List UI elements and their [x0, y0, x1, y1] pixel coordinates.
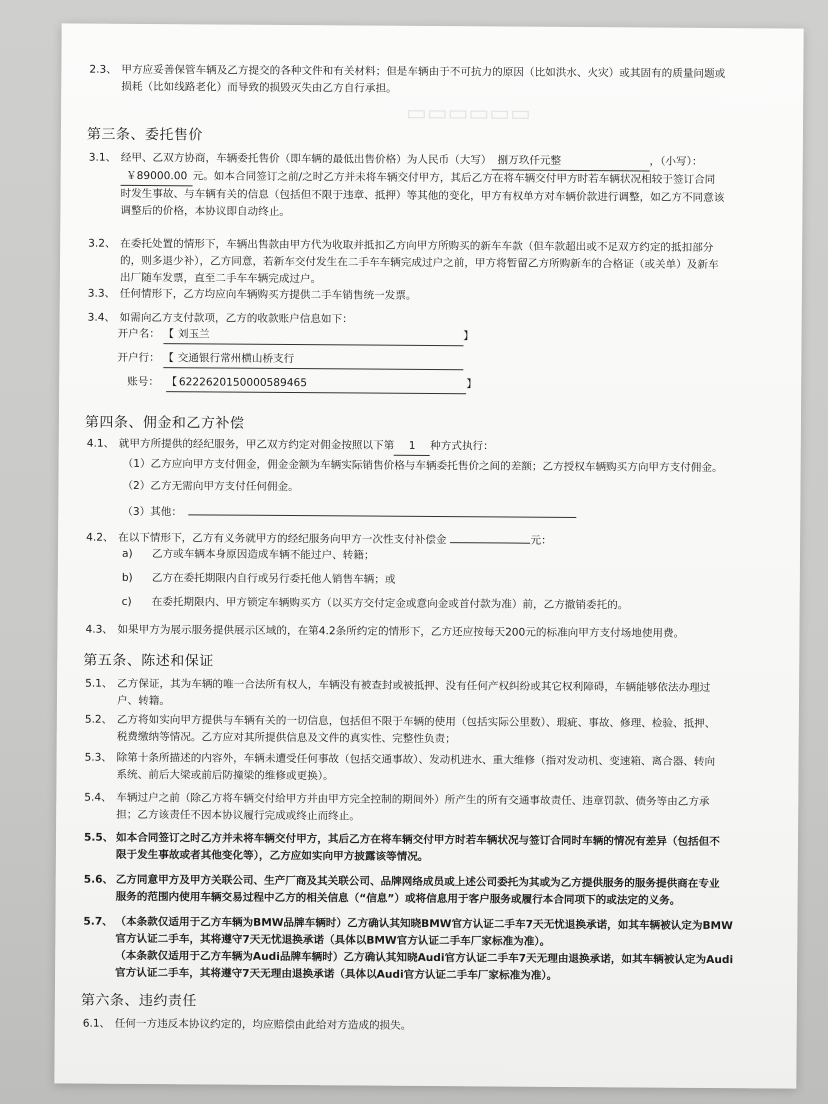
- list-item: [122, 570, 396, 589]
- clause-text: 任何情形下，乙方均应向车辆购买方提供二手车销售统一发票。: [119, 287, 417, 302]
- clause-number: 4.2、: [86, 531, 114, 544]
- clause-number: 4.1、: [86, 437, 115, 450]
- clause-text: 时发生事故、与车辆有关的信息（包括但不限于违章、抵押）等其他的变化，甲方有权单方对车辆价款进行调整，如乙方不同意该: [120, 188, 725, 205]
- clause-5-3: [84, 750, 784, 789]
- clause-text: 调整后的价格，本协议即自动终止。: [120, 205, 290, 219]
- list-key: c): [121, 595, 132, 608]
- clause-text: 税费缴纳等情况。乙方应对其所提供信息及文件的真实性、完整性负责；: [116, 730, 456, 746]
- clause-text: 户、转籍。: [116, 694, 170, 708]
- clause-3-1: [88, 150, 778, 225]
- section-5-title: 第五条、陈述和保证: [83, 652, 214, 670]
- list-item: [122, 594, 629, 615]
- clause-text: 任何一方违反本协议约定的，均应赔偿由此给对方造成的损失。: [114, 1017, 412, 1032]
- commission-choice-field: 1: [394, 438, 430, 456]
- clause-number: 5.4、: [84, 791, 112, 804]
- account-name-label: 开户名：: [117, 327, 160, 341]
- clause-text: 乙方保证，其为车辆的唯一合法所有权人，车辆没有被查封或被抵押、没有任何产权纠纷或其它权利障碍，车辆能够依法办理过: [117, 677, 711, 694]
- account-number-row: [127, 374, 477, 395]
- clause-text: 如需向乙方支付款项，乙方的收款账户信息如下：: [119, 311, 353, 326]
- clause-text: 损耗（比如线路老化）而导致的损毁灭失由乙方自行承担。: [121, 80, 397, 95]
- clause-2-3: [89, 62, 779, 101]
- clause-text: 限于发生事故或者其他变化等），乙方应如实向甲方披露该等情况。: [115, 848, 429, 864]
- clause-number: 5.5、: [83, 831, 114, 844]
- clause-text: 如果甲方为展示服务提供展示区域的，在第4.2条所约定的情形下，乙方还应按每天200元的标准向甲方支付场地使用费。: [117, 623, 685, 640]
- clause-5-2: [85, 712, 785, 751]
- clause-text: 就甲方所提供的经纪服务，甲乙双方约定对佣金按照以下第: [118, 437, 395, 452]
- clause-3-3: [88, 286, 778, 308]
- clause-text: ，（小写）：: [649, 155, 703, 168]
- clause-5-7: [83, 914, 789, 988]
- bracket-right: 】: [466, 378, 477, 391]
- clause-text: 在委托处置的情形下，车辆出售款由甲方代为收取并抵扣乙方向甲方所购买的新车车款（但车款超出或不足双方约定的抵扣部分: [120, 237, 714, 254]
- clause-text: 官方认证二手车，其将遵守7天无忧退换承诺（具体以BMW官方认证二手车厂家标准为准）。: [115, 932, 551, 949]
- clause-5-5: [84, 830, 788, 869]
- clause-text: 甲方应妥善保管车辆及乙方提交的各种文件和有关材料；但是车辆由于不可抗力的原因（比如洪水、火灾）或其固有的质量问题或: [121, 63, 726, 81]
- clause-5-6: [84, 872, 788, 911]
- clause-text: 元。如本合同签订之前/之时乙方并未将车辆交付甲方，其后乙方在将车辆交付甲方时若车辆状况相较于签订合同: [192, 170, 716, 187]
- clause-5-4: [84, 790, 784, 829]
- clause-text: 出厂随车发票，直至二手车车辆完成过户。: [119, 272, 322, 286]
- option-3-blank: [188, 502, 576, 518]
- account-name-row: [117, 326, 473, 347]
- account-bank-line: [163, 350, 463, 370]
- clause-text: 系统、前后大梁或前后防撞梁的维修或更换）。: [116, 768, 334, 783]
- clause-6-1: [83, 1016, 783, 1038]
- option-3-label: （3）其他：: [122, 505, 183, 519]
- clause-number: 5.2、: [84, 713, 113, 726]
- section-4-title: 第四条、佣金和乙方补偿: [84, 414, 245, 432]
- clause-5-1: [85, 676, 785, 715]
- account-bank-value: 交通银行常州横山桥支行: [177, 352, 295, 366]
- clause-text: 车辆过户之前（除乙方将车辆交付给甲方并由甲方完全控制的期间外）所产生的所有交通事故责任、违章罚款、债务等由乙方承: [116, 791, 710, 808]
- list-item: [122, 546, 375, 565]
- account-bank-row: [117, 350, 463, 371]
- account-bank-label: 开户行：: [117, 351, 160, 365]
- list-key: a): [121, 547, 133, 560]
- account-number-label: 账号：: [127, 375, 160, 389]
- bracket-left: 【: [166, 376, 177, 389]
- bracket-left: 【: [163, 352, 174, 365]
- bleed-through-mark: ▭▭▭▭▭▭: [406, 100, 531, 127]
- contract-page: [54, 23, 803, 1088]
- clause-number: 3.1、: [88, 151, 117, 164]
- clause-number: 6.1、: [82, 1017, 111, 1030]
- compensation-amount-field: [450, 530, 530, 544]
- clause-text: 元：: [530, 534, 552, 547]
- contract-text: [54, 23, 803, 1088]
- clause-number: 3.3、: [87, 287, 116, 300]
- clause-text: 乙方同意甲方及甲方关联公司、生产厂商及其关联公司、品牌网络成员或上述公司委托为其或为乙方提供服务的服务提供商在专业: [115, 873, 720, 891]
- clause-text: 在以下情形下，乙方有义务就甲方的经纪服务向甲方一次性支付补偿金: [118, 531, 447, 547]
- list-text: 在委托期限内、甲方锁定车辆购买方（以买方交付定金或意向金或首付款为准）前，乙方撤销委托的。: [151, 596, 629, 612]
- section-6-title: 第六条、违约责任: [80, 992, 197, 1010]
- clause-text: （本条款仅适用于乙方车辆为BMW品牌车辆时）乙方确认其知晓BMW官方认证二手车7天无忧退换承诺，如其车辆被认定为BMW: [115, 915, 733, 933]
- clause-4-1: [87, 436, 787, 459]
- clause-text: 经甲、乙双方协商，车辆委托售价（即车辆的最低出售价格）为人民币（大写）: [120, 151, 492, 167]
- clause-text: （本条款仅适用于乙方车辆为Audi品牌车辆时）乙方确认其知晓Audi官方认证二手车7天无理由退换承诺，如其车辆被认定为Audi: [115, 950, 734, 967]
- option-2: （2）乙方无需向甲方支付任何佣金。: [122, 479, 299, 494]
- clause-text: 服务的范围内使用车辆交易过程中乙方的相关信息（“信息”）或将信息用于客户服务或履行本合同项下的或法定的义务。: [115, 890, 681, 907]
- account-name-line: [163, 326, 463, 346]
- list-text: 乙方在委托期限内自行或另行委托他人销售车辆；或: [151, 572, 396, 586]
- option-1: （1）乙方应向甲方支付佣金，佣金金额为车辆实际销售价格与车辆委托售价之间的差额；乙方授权车辆购买方向甲方支付佣金。: [122, 457, 723, 475]
- option-3: [122, 502, 576, 524]
- clause-number: 2.3、: [89, 63, 117, 76]
- section-3-title: 第三条、委托售价: [86, 126, 203, 144]
- list-key: b): [121, 571, 133, 584]
- clause-text: 种方式执行：: [430, 440, 494, 453]
- amount-words-field: 捌万玖仟元整: [491, 152, 649, 171]
- bracket-left: 【: [163, 328, 174, 341]
- clause-number: 5.3、: [84, 751, 113, 764]
- account-number-line: [166, 374, 466, 394]
- clause-number: 4.3、: [85, 623, 113, 636]
- clause-number: 5.1、: [85, 677, 113, 690]
- clause-4-3: [85, 622, 785, 644]
- account-number-value: 6222620150000589465: [178, 376, 308, 390]
- clause-number: 5.7、: [83, 915, 113, 928]
- clause-number: 3.2、: [88, 237, 116, 250]
- amount-number-field: ￥89000.00: [121, 168, 193, 187]
- account-name-value: 刘玉兰: [177, 328, 210, 341]
- clause-text: 如本合同签订之时乙方并未将车辆交付甲方，其后乙方在将车辆交付甲方时若车辆状况与签订合同时车辆的情况有差异（包括但不: [115, 831, 720, 849]
- clause-number: 5.6、: [83, 873, 114, 886]
- clause-text: 乙方将如实向甲方提供与车辆有关的一切信息，包括但不限于车辆的使用（包括实际公里数）、瑕疵、事故、修理、检验、抵押、: [116, 713, 716, 731]
- clause-text: 的，则多退少补），乙方同意，若新车交付发生在二手车车辆完成过户之前，甲方将暂留乙方所购新车的合格证（或关单）及新车: [120, 254, 719, 272]
- clause-text: 除第十条所描述的内容外，车辆未遭受任何事故（包括交通事故）、发动机进水、重大维修（指对发动机、变速箱、离合器、转向: [116, 751, 716, 769]
- list-text: 乙方或车辆本身原因造成车辆不能过户、转籍；: [151, 548, 375, 562]
- clause-text: 担；乙方该责任不因本协议履行完成或终止而终止。: [116, 808, 360, 823]
- clause-text: 官方认证二手车，其将遵守7天无理由退换承诺（具体以Audi官方认证二手车厂家标准为准）。: [115, 967, 558, 983]
- clause-3-2: [88, 236, 778, 292]
- clause-number: 3.4、: [87, 311, 116, 324]
- bracket-right: 】: [463, 330, 474, 343]
